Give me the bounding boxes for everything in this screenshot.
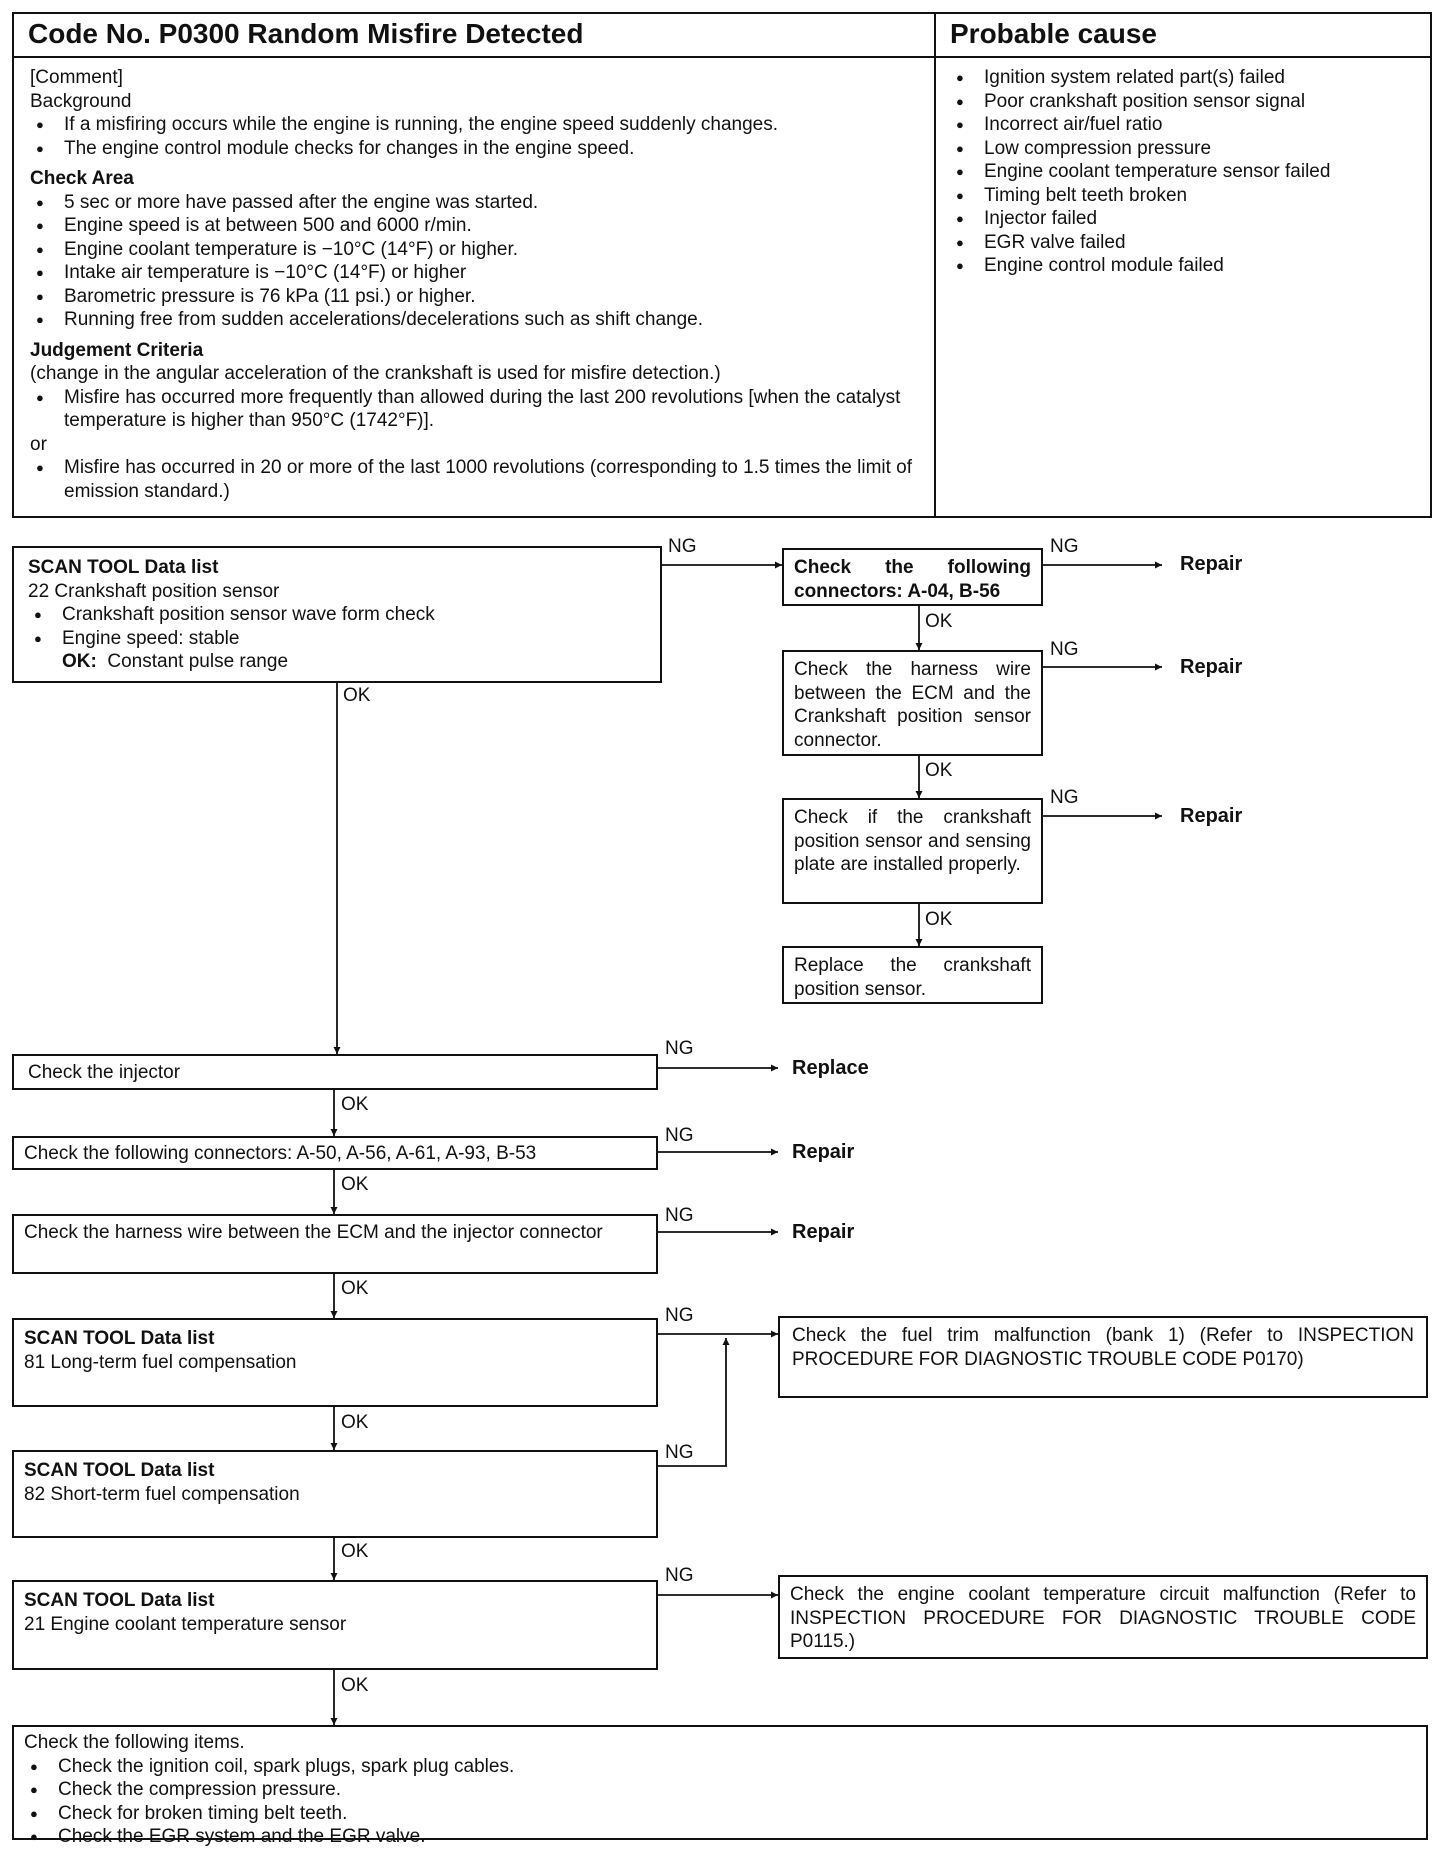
box-item: 81 Long-term fuel compensation xyxy=(24,1351,297,1373)
check-area-title: Check Area xyxy=(30,168,134,189)
list-item: ● Engine speed: stable xyxy=(28,627,646,651)
list-item: ● Ignition system related part(s) failed xyxy=(950,66,1420,90)
coolant-circuit-box xyxy=(778,1575,1428,1659)
box-text: Check the harness wire between the ECM and the Crankshaft position sensor connector. xyxy=(794,659,1031,751)
scan1-bullets xyxy=(28,603,646,650)
result-repair: Repair xyxy=(792,1221,855,1243)
scan-coolant-box xyxy=(12,1580,658,1670)
ok-label: OK xyxy=(341,1541,369,1562)
box-item: 82 Short-term fuel compensation xyxy=(24,1483,300,1505)
ng-label: NG xyxy=(665,1565,694,1586)
box-text: Replace the crankshaft position sensor. xyxy=(794,955,1031,1000)
check-sensor-install-box xyxy=(782,798,1043,904)
box-text: Check the fuel trim malfunction (bank 1) (Refer to INSPECTION PROCEDURE FOR DIAGNOSTIC TROUBLE CODE P0170) xyxy=(792,1325,1414,1370)
check-harness-crank-box xyxy=(782,650,1043,756)
ng-label: NG xyxy=(665,1305,694,1326)
box-title: SCAN TOOL Data list xyxy=(24,1460,215,1481)
list-item: ● Incorrect air/fuel ratio xyxy=(950,113,1420,137)
box-title: SCAN TOOL Data list xyxy=(24,1590,215,1611)
background-title: Background xyxy=(30,90,132,112)
list-item: ● Engine coolant temperature is −10°C (14°F) or higher. xyxy=(30,238,920,262)
box-text: Check the injector xyxy=(28,1062,181,1083)
list-item: ● Low compression pressure xyxy=(950,137,1420,161)
box-text: Check if the crankshaft position sensor and sensing plate are installed properly. xyxy=(794,807,1031,875)
check-connectors-a04-box xyxy=(782,548,1043,606)
box-text: Check the engine coolant temperature circuit malfunction (Refer to INSPECTION PROCEDURE FOR DIAGNOSTIC TROUBLE CODE P0115.) xyxy=(790,1584,1416,1652)
list-item: ● Check the compression pressure. xyxy=(24,1778,1416,1802)
ok-label: OK xyxy=(925,611,953,632)
list-item: ● EGR valve failed xyxy=(950,231,1420,255)
ok-label: OK xyxy=(341,1174,369,1195)
box-item: 21 Engine coolant temperature sensor xyxy=(24,1613,347,1635)
replace-crank-sensor-box xyxy=(782,946,1043,1004)
check-harness-injector-box xyxy=(12,1214,658,1274)
final-check-box xyxy=(12,1725,1428,1847)
list-item: ● Check for broken timing belt teeth. xyxy=(24,1802,1416,1826)
result-repair: Repair xyxy=(1180,553,1243,575)
box-text: Check the following connectors: A-04, B-56 xyxy=(794,557,1031,602)
ng-label: NG xyxy=(1050,639,1079,660)
ok-label: OK xyxy=(341,1094,369,1115)
scan-crankshaft-box xyxy=(12,546,662,683)
page-title: Code No. P0300 Random Misfire Detected xyxy=(28,18,584,49)
ok-label: OK xyxy=(925,760,953,781)
ng-label: NG xyxy=(665,1442,694,1463)
ng-label: NG xyxy=(1050,787,1079,808)
list-item: ● Intake air temperature is −10°C (14°F) or higher xyxy=(30,261,920,285)
box-title: SCAN TOOL Data list xyxy=(28,557,219,578)
list-item: ● Timing belt teeth broken xyxy=(950,184,1420,208)
scan-fuel-short-box xyxy=(12,1450,658,1538)
judgement-intro: (change in the angular acceleration of the crankshaft is used for misfire detection.) xyxy=(30,363,721,384)
list-item: ● Crankshaft position sensor wave form check xyxy=(28,603,646,627)
list-item: ● Barometric pressure is 76 kPa (11 psi.) or higher. xyxy=(30,285,920,309)
list-item: ● The engine control module checks for changes in the engine speed. xyxy=(30,137,920,161)
ok-label: OK xyxy=(341,1412,369,1433)
box-title: SCAN TOOL Data list xyxy=(24,1328,215,1349)
box-item: 22 Crankshaft position sensor xyxy=(28,580,280,602)
comment-tag: [Comment] xyxy=(30,67,123,88)
box-text: Check the following connectors: A-50, A-56, A-61, A-93, B-53 xyxy=(24,1143,537,1164)
judgement-or: or xyxy=(30,433,47,455)
check-injector-box xyxy=(12,1054,658,1090)
ng-label: NG xyxy=(665,1205,694,1226)
result-replace: Replace xyxy=(792,1057,869,1079)
list-item: ● Check the EGR system and the EGR valve. xyxy=(24,1825,1416,1849)
ok-value: Constant pulse range xyxy=(107,651,289,672)
check-connectors-a50-box xyxy=(12,1136,658,1170)
fuel-trim-box xyxy=(778,1316,1428,1398)
ok-label: OK xyxy=(341,1278,369,1299)
final-list xyxy=(24,1755,1416,1849)
list-item: ● Engine coolant temperature sensor failed xyxy=(950,160,1420,184)
ng-label: NG xyxy=(665,1038,694,1059)
final-intro: Check the following items. xyxy=(24,1732,245,1753)
probable-cause-title: Probable cause xyxy=(950,18,1157,49)
ok-criteria xyxy=(28,650,646,674)
result-repair: Repair xyxy=(792,1141,855,1163)
ng-label: NG xyxy=(1050,536,1079,557)
ng-label: NG xyxy=(665,1125,694,1146)
list-item: ● Injector failed xyxy=(950,207,1420,231)
list-item: ● Misfire has occurred in 20 or more of the last 1000 revolutions (corresponding to 1.5 times the limit of emission standard.) xyxy=(30,456,920,503)
ok-label: OK xyxy=(341,1675,369,1696)
ok-label: OK xyxy=(343,685,371,706)
judgement-title: Judgement Criteria xyxy=(30,339,204,361)
result-repair: Repair xyxy=(1180,805,1243,827)
list-item: ● Misfire has occurred more frequently than allowed during the last 200 revolutions [when the catalyst temperature is higher than 950°C (1742°F)]. xyxy=(30,386,920,433)
ng-label: NG xyxy=(668,536,697,557)
scan-fuel-long-box xyxy=(12,1318,658,1407)
result-repair: Repair xyxy=(1180,656,1243,678)
box-text: Check the harness wire between the ECM and the injector connector xyxy=(24,1222,603,1243)
list-item: ● 5 sec or more have passed after the engine was started. xyxy=(30,191,920,215)
list-item: ● Engine speed is at between 500 and 6000 r/min. xyxy=(30,214,920,238)
ok-label: OK xyxy=(925,909,953,930)
list-item: ● Poor crankshaft position sensor signal xyxy=(950,90,1420,114)
list-item: ● If a misfiring occurs while the engine is running, the engine speed suddenly changes. xyxy=(30,113,920,137)
ok-label: OK: xyxy=(62,651,97,672)
list-item: ● Engine control module failed xyxy=(950,254,1420,278)
list-item: ● Running free from sudden accelerations/decelerations such as shift change. xyxy=(30,308,920,332)
list-item: ● Check the ignition coil, spark plugs, spark plug cables. xyxy=(24,1755,1416,1779)
